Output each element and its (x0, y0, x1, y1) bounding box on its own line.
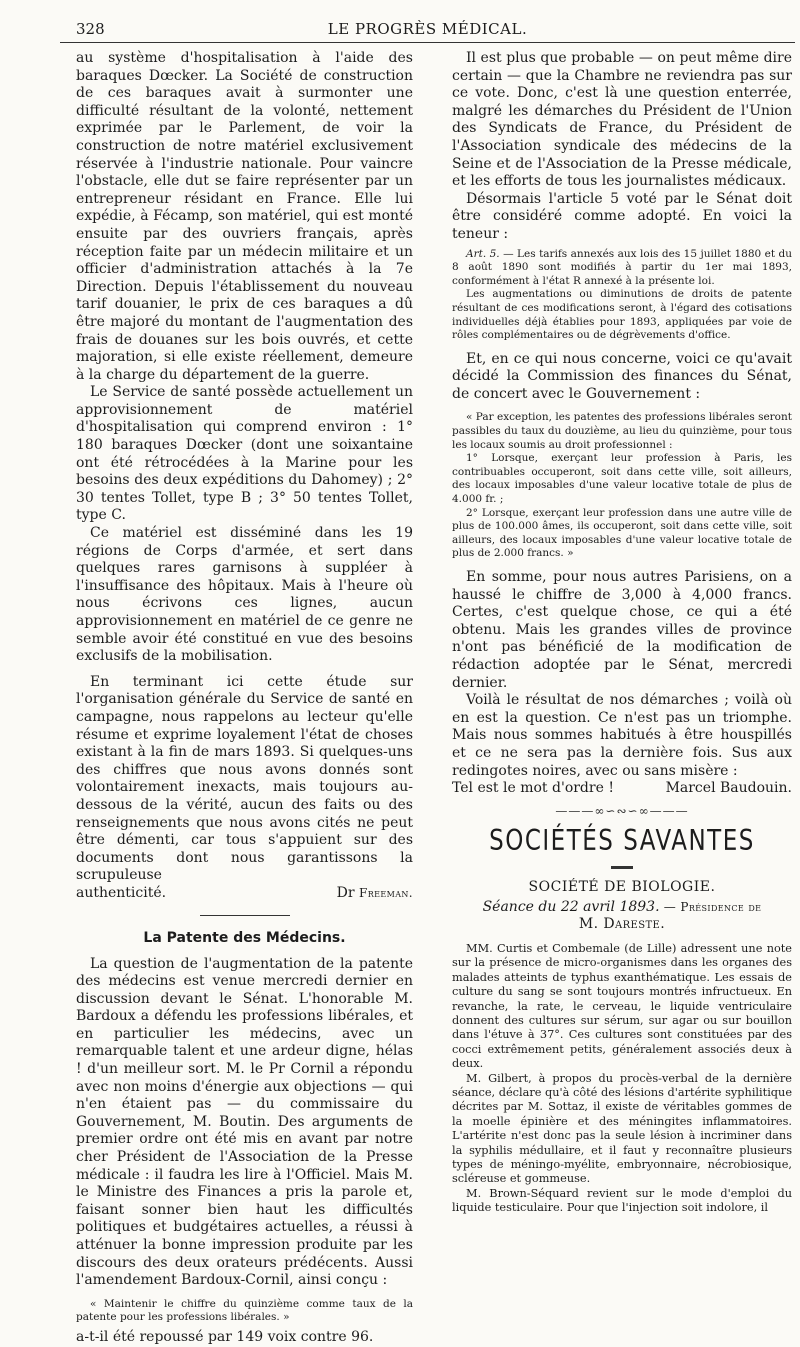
paragraph: a-t-il été repoussé par 149 voix contre 96. (76, 1328, 374, 1345)
ornament-divider: ———∞∽∾∽∞——— (555, 803, 689, 818)
paragraph: Voilà le résultat de nos démarches ; voilà où en est la question. Ce n'est pas un triomphe. Mais nous sommes habitués à être houspillés et ce ne sera pas la dernière fois. Sus aux redingotes noires, avec ou sans misère : (452, 692, 792, 779)
paragraph: Ce matériel est disséminé dans les 19 régions de Corps d'armée, et sert dans quelques rares garnisons à suppléer à l'insuffisance des hôpitaux. Mais à l'heure où nous écrivons ces lignes, aucun approvisionnement en matériel de ce genre ne semble avoir été constitué en vue des besoins exclusifs de la mobilisation. (76, 525, 413, 665)
proceedings-paragraph: M. Brown-Séquard revient sur le mode d'emploi du liquide testiculaire. Pour que l'injection soit indolore, il (452, 1186, 792, 1215)
session-president: M. Dareste. (578, 916, 666, 933)
divider (200, 915, 290, 916)
left-column (76, 50, 413, 1347)
author-signature: Marcel Baudouin. (665, 780, 792, 797)
paragraph: au système d'hospitalisation à l'aide des baraques Dœcker. La Société de construction de ces baraques avait à surmonter une difficulté résultant de la volonté, nettement exprimée par le Parlement, de voir la construction de notre matériel exclusivement réservée à l'industrie nationale. Pour vaincre l'obstacle, elle dut se faire représenter par un entrepreneur résidant en France. Elle lui expédie, à Fécamp, son matériel, qui est monté ensuite par des ouvriers français, après réception faite par un médecin militaire et un officier d'administration attachés à la 7e Direction. Depuis l'établissement du nouveau tarif douanier, le prix de ces baraques a dû être majoré du montant de l'augmentation des frais de douanes sur les bois ouvrés, et cette majoration, si elle existe réellement, demeure à la charge du département de la guerre. (76, 50, 413, 383)
signature-line (452, 780, 792, 798)
societies-heading: SOCIÉTÉS SAVANTES (489, 824, 755, 857)
proceedings-paragraph: MM. Curtis et Combemale (de Lille) adressent une note sur la présence de micro-organismes dans les organes des malades atteints de typhus exanthématique. Les essais de culture du sang se sont toujours montrés infructueux. En revanche, la rate, le cerveau, le liquide ventriculaire donnent des cultures sur sérum, sur agar ou sur bouillon dans l'étuve à 37°. Ces cultures sont constituées par des cocci extrêmement petits, généralement associés deux à deux. (452, 941, 792, 1071)
signature-lead: authenticité. (76, 884, 167, 901)
quoted-text: « Par exception, les patentes des professions libérales seront passibles du taux du douzième, au lieu du quinzième, pour tous les locaux soumis au droit professionnel : (452, 411, 792, 451)
section-title: La Patente des Médecins. (143, 929, 346, 946)
right-column (452, 50, 792, 1216)
paragraph: En somme, pour nous autres Parisiens, on a haussé le chiffre de 3,000 à 4,000 francs. Certes, c'est quelque chose, ce qui a été obtenu. Mais les grandes villes de province n'ont pas bénéficié de la modification de rédaction adoptée par le Sénat, mercredi dernier. (452, 569, 792, 691)
journal-title: LE PROGRÈS MÉDICAL. (327, 20, 528, 38)
signature-line (76, 885, 413, 903)
signature-lead: Tel est le mot d'ordre ! (452, 780, 614, 797)
paragraph: Le Service de santé possède actuellement un approvisionnement de matériel d'hospitalisation qui comprend environ : 1° 180 baraques Dœcker (dont une soixantaine ont été rétrocédées à la Marine pour les besoins des deux expéditions du Dahomey) ; 2° 30 tentes Tollet, type B ; 3° 50 tentes Tollet, type C. (76, 384, 413, 524)
paragraph: Il est plus que probable — on peut même dire certain — que la Chambre ne reviendra pas sur ce vote. Donc, c'est là une question enterrée, malgré les démarches du Président de l'Union des Syndicats de France, du Président de l'Association syndicale des médecins de la Seine et de l'Association de la Presse médicale, et les efforts de tous les journalistes médicaux. (452, 50, 792, 190)
proceedings-paragraph: M. Gilbert, à propos du procès-verbal de la dernière séance, déclare qu'à côté des lésions d'artérite syphilitique décrites par M. Sottaz, il existe de véritables gommes de la moelle épinière et des méningites inflammatoires. L'artérite n'est donc pas la seule lésion à incriminer dans la syphilis médullaire, et il faut y reconnaître plusieurs types de méningo-myélite, embryonnaire, nécrobiosique, scléreuse et gommeuse. (452, 1071, 792, 1186)
page-number: 328 (76, 20, 105, 38)
quoted-amendment: « Maintenir le chiffre du quinzième comme taux de la patente pour les professions libérales. » (76, 1297, 413, 1324)
society-name: SOCIÉTÉ DE BIOLOGIE. (528, 878, 716, 895)
law-article-continued: Les augmentations ou diminutions de droits de patente résultant de ces modifications seront, à l'égard des cotisations individuelles déjà établies pour 1893, appliquées par voie de rôles complémentaires ou de dégrèvements d'office. (452, 288, 792, 342)
quoted-text: 1° Lorsque, exerçant leur profession à Paris, les contribuables occuperont, soit dans cette ville, soit ailleurs, des locaux imposables d'une valeur locative totale de plus de 4.000 fr. ; (452, 452, 792, 506)
law-article: Art. 5. — Les tarifs annexés aux lois des 15 juillet 1880 et du 8 août 1890 sont modifiés à partir du 1er mai 1893, conformément à l'état R annexé à la présente loi. (452, 247, 792, 287)
paragraph: Et, en ce qui nous concerne, voici ce qu'avait décidé la Commission des finances du Sénat, de concert avec le Gouvernement : (452, 350, 792, 402)
divider (611, 866, 633, 869)
author-signature: Dr Freeman. (336, 884, 413, 901)
quoted-text: 2° Lorsque, exerçant leur profession dans une autre ville de plus de 100.000 âmes, ils occuperont, soit dans cette ville, soit ailleurs, des locaux imposables d'une valeur locative totale de plus de 2.000 francs. » (452, 506, 792, 560)
paragraph: La question de l'augmentation de la patente des médecins est venue mercredi dernier en discussion devant le Sénat. L'honorable M. Bardoux a défendu les professions libérales, et en particulier les médecins, avec un remarquable talent et une ardeur digne, hélas ! d'un meilleur sort. M. le Pr Cornil a répondu avec non moins d'énergie aux objections — qui n'en étaient pas — du commissaire du Gouvernement, M. Boutin. Des arguments de premier ordre ont été mis en avant par notre cher Président de l'Association de la Presse médicale : il faudra les lire à l'Officiel. Mais M. le Ministre des Finances a pris la parole et, faisant sonner bien haut les difficultés politiques et budgétaires actuelles, a réussi à atténuer la bonne impression produite par les discours des deux orateurs prédécents. Aussi l'amendement Bardoux-Cornil, ainsi conçu : (76, 955, 413, 1289)
session-info: Séance du 22 avril 1893. — Présidence de (482, 898, 762, 915)
page-header (60, 20, 795, 43)
paragraph: En terminant ici cette étude sur l'organisation générale du Service de santé en campagne, nous rappelons au lecteur qu'elle résume et exprime loyalement l'état de choses existant à la fin de mars 1893. Si quelques-uns des chiffres que nous avons donnés sont volontairement inexacts, mais toujours au-dessous de la vérité, aucun des faits ou des renseignements que nous avons cités ne peut être démenti, car tous s'appuient sur des documents dont nous garantissons la scrupuleuse (76, 673, 413, 884)
paragraph: Désormais l'article 5 voté par le Sénat doit être considéré comme adopté. En voici la teneur : (452, 190, 792, 242)
